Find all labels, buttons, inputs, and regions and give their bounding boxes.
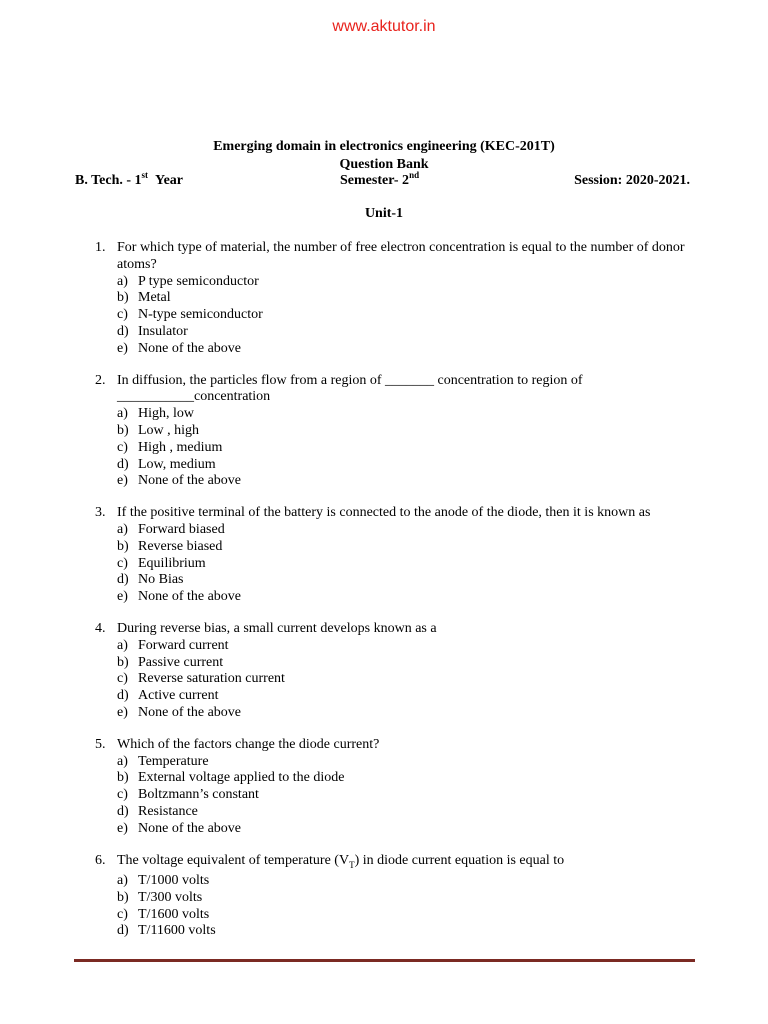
- question-5: [95, 737, 705, 838]
- option: c) N-type semiconductor: [117, 307, 263, 323]
- option: e) None of the above: [117, 340, 242, 356]
- option-list: [95, 274, 705, 358]
- question-1: [95, 240, 705, 358]
- option: a) Temperature: [117, 753, 209, 769]
- option: d) Active current: [117, 688, 219, 704]
- question-number: 5.: [95, 736, 106, 752]
- option: b) Reverse biased: [117, 538, 223, 554]
- option-list: [95, 754, 705, 838]
- question-text: Which of the factors change the diode current?: [117, 736, 380, 752]
- question-bank-title: Question Bank: [339, 157, 429, 172]
- option: e) None of the above: [117, 473, 242, 489]
- option: c) Equilibrium: [117, 555, 206, 571]
- question-number: 6.: [95, 852, 106, 868]
- unit-title: Unit-1: [364, 206, 404, 221]
- question-text: For which type of material, the number of free electron concentration is equal to the number of donor atoms?: [117, 240, 685, 272]
- option: b) External voltage applied to the diode: [117, 770, 345, 786]
- question-3: [95, 505, 705, 606]
- option: b) Metal: [117, 290, 171, 306]
- session: Session: 2020-2021.: [574, 173, 690, 188]
- option: c) Reverse saturation current: [117, 671, 285, 687]
- option: b) T/300 volts: [117, 889, 203, 905]
- question-4: [95, 621, 705, 722]
- question-number: 4.: [95, 620, 106, 636]
- option: d) T/11600 volts: [117, 923, 216, 939]
- question-number: 1.: [95, 240, 106, 255]
- option: a) T/1000 volts: [117, 873, 210, 889]
- option: d) Low, medium: [117, 456, 216, 472]
- question-text: During reverse bias, a small current develops known as a: [117, 620, 437, 636]
- option: a) Forward biased: [117, 521, 225, 537]
- course-title: Emerging domain in electronics engineering (KEC-201T): [213, 139, 555, 154]
- option-list: [95, 406, 705, 490]
- option: e) None of the above: [117, 589, 242, 605]
- program-year: B. Tech. - 1st Year: [75, 170, 184, 188]
- option-list: [95, 873, 705, 940]
- option: d) Resistance: [117, 803, 198, 819]
- question-number: 2.: [95, 372, 106, 388]
- course-meta-row: [75, 170, 690, 191]
- question-list: [95, 240, 705, 955]
- option: a) Forward current: [117, 637, 229, 653]
- question-2: [95, 373, 705, 491]
- option: d) No Bias: [117, 572, 184, 588]
- question-6: [95, 853, 705, 941]
- option: d) Insulator: [117, 323, 188, 339]
- option: b) Low , high: [117, 422, 200, 438]
- option: e) None of the above: [117, 704, 242, 720]
- question-number: 3.: [95, 505, 106, 521]
- option: b) Passive current: [117, 654, 224, 670]
- option-list: [95, 638, 705, 722]
- option: c) T/1600 volts: [117, 906, 210, 922]
- question-text: The voltage equivalent of temperature $(V_T)$ in diode current equation is equal to: [117, 852, 565, 870]
- option: c) Boltzmann’s constant: [117, 787, 259, 803]
- semester: Semester- 2nd: [340, 170, 420, 188]
- option: a) High, low: [117, 406, 194, 422]
- question-text: If the positive terminal of the battery is connected to the anode of the diode, then it is known as: [117, 505, 651, 521]
- question-text: In diffusion, the particles flow from a region of _______ concentration to region of ___________concentration: [117, 372, 583, 405]
- option: a) P type semiconductor: [117, 273, 259, 289]
- option-list: [95, 522, 705, 606]
- option: c) High , medium: [117, 439, 223, 455]
- site-link[interactable]: www.aktutor.in: [332, 18, 436, 35]
- option: e) None of the above: [117, 820, 242, 836]
- footer-rule: [74, 959, 695, 962]
